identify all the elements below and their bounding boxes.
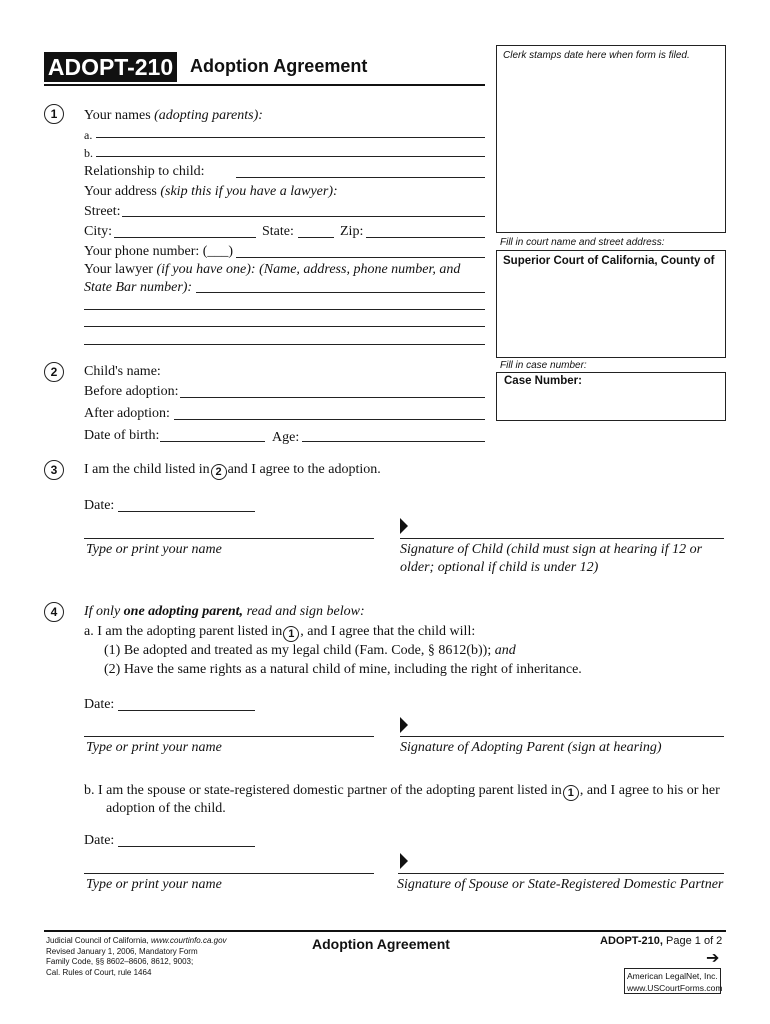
footer-url[interactable]: www.courtinfo.ca.gov (150, 936, 227, 945)
next-page-arrow-icon[interactable]: ➔ (706, 948, 720, 967)
intro-a: If only (84, 604, 124, 619)
child-date-label: Date: (84, 498, 115, 513)
parent-signature-field[interactable] (400, 736, 724, 737)
city-field[interactable] (114, 237, 256, 238)
parent-agreement-a-text2: , and I agree that the child will: (300, 624, 476, 639)
section-2-number: 2 (44, 362, 64, 382)
address-label-italic: (skip this if you have a lawyer): (160, 184, 338, 199)
lawyer-label-text: Your lawyer (84, 262, 157, 277)
parent-print-name-caption: Type or print your name (86, 740, 222, 755)
section-4-number: 4 (44, 602, 64, 622)
phone-area-code[interactable]: (___) (202, 244, 234, 259)
names-label-text: Your names (84, 108, 155, 123)
section-1-number: 1 (44, 104, 64, 124)
footer-line-3: Family Code, §§ 8602–8606, 8612, 9003; (46, 957, 194, 966)
parent-date-field[interactable] (118, 710, 255, 711)
spouse-agreement-text2: , and I agree to his or her (579, 783, 720, 798)
name-a-field[interactable] (96, 137, 485, 138)
child-agreement-b: and I agree to the adoption. (227, 462, 381, 477)
spouse-date-field[interactable] (118, 846, 255, 847)
clerk-stamp-box (496, 45, 726, 233)
before-adoption-field[interactable] (180, 397, 485, 398)
spouse-signature-field[interactable] (398, 873, 724, 874)
header-rule (44, 84, 485, 86)
relationship-label: Relationship to child: (84, 164, 205, 179)
child-name-label: Child's name: (84, 364, 161, 379)
child-signature-caption-2: older; optional if child is under 12) (400, 560, 599, 575)
footer-title: Adoption Agreement (312, 936, 450, 952)
child-signature-field[interactable] (400, 538, 724, 539)
spouse-agreement-b (84, 783, 720, 801)
footer-council: Judicial Council of California, (46, 936, 151, 945)
dob-label: Date of birth: (84, 428, 160, 443)
parent-item-1 (104, 643, 516, 659)
age-label: Age: (272, 430, 300, 445)
parent-signature-caption: Signature of Adopting Parent (sign at hearing) (400, 740, 662, 755)
ref-item-2: 2 (211, 464, 227, 480)
footer-page (600, 935, 722, 947)
single-parent-intro (84, 604, 365, 620)
child-date-field[interactable] (118, 511, 255, 512)
before-adoption-label: Before adoption: (84, 384, 179, 399)
zip-label: Zip: (340, 224, 364, 239)
clerk-note: Clerk stamps date here when form is filed. (503, 50, 690, 61)
dob-field[interactable] (160, 441, 265, 442)
phone-label-text: Your phone number: (84, 244, 200, 259)
case-number-label: Case Number: (504, 375, 582, 387)
child-sign-here-icon (400, 518, 408, 534)
parent-agreement-a-text: a. I am the adopting parent listed in (84, 624, 283, 639)
age-field[interactable] (302, 441, 485, 442)
intro-c: read and sign below: (243, 604, 365, 619)
form-title: Adoption Agreement (190, 56, 368, 76)
vendor-box (624, 968, 721, 994)
ref-item-1-a: 1 (283, 626, 299, 642)
lawyer-field-4[interactable] (84, 344, 485, 345)
phone-field[interactable] (236, 257, 485, 258)
street-label: Street: (84, 204, 121, 219)
footer-rule (44, 930, 726, 932)
spouse-sign-here-icon (400, 853, 408, 869)
form-code-badge: ADOPT-210 (44, 52, 177, 82)
spouse-agreement-line2: adoption of the child. (106, 801, 226, 816)
footer-line-4: Cal. Rules of Court, rule 1464 (46, 967, 152, 977)
court-name: Superior Court of California, County of (503, 255, 715, 267)
after-adoption-field[interactable] (174, 419, 485, 420)
spouse-print-name-caption: Type or print your name (86, 877, 222, 892)
street-field[interactable] (122, 216, 485, 217)
relationship-field[interactable] (236, 177, 485, 178)
name-b-label: b. (84, 146, 93, 160)
footer-page-number: Page 1 of 2 (662, 935, 723, 947)
spouse-signature-caption: Signature of Spouse or State-Registered Domestic Partner (397, 877, 724, 892)
footer-line-2: Revised January 1, 2006, Mandatory Form (46, 946, 198, 956)
spouse-name-field[interactable] (84, 873, 374, 874)
child-agreement-a: I am the child listed in (84, 462, 210, 477)
spouse-agreement-text: b. I am the spouse or state-registered domestic partner of the adopting parent listed in (84, 783, 562, 798)
zip-field[interactable] (366, 237, 485, 238)
footer-line-1 (46, 936, 227, 947)
city-label: City: (84, 224, 113, 239)
court-name-hint: Fill in court name and street address: (500, 237, 665, 248)
name-a-label: a. (84, 128, 93, 142)
footer-form-code: ADOPT-210, (600, 935, 663, 947)
child-signature-caption-1: Signature of Child (child must sign at hearing if 12 or (400, 542, 703, 557)
intro-b: one adopting parent, (123, 604, 244, 619)
lawyer-field-1[interactable] (196, 292, 485, 293)
parent-item-1-and: and (494, 643, 516, 658)
name-b-field[interactable] (96, 156, 485, 157)
lawyer-field-2[interactable] (84, 309, 485, 310)
child-print-name-caption: Type or print your name (86, 542, 222, 557)
ref-item-1-b: 1 (563, 785, 579, 801)
footer-source (46, 936, 227, 978)
parent-date-label: Date: (84, 697, 115, 712)
parent-agreement-a (84, 624, 475, 642)
parent-sign-here-icon (400, 717, 408, 733)
lawyer-field-3[interactable] (84, 326, 485, 327)
state-field[interactable] (298, 237, 334, 238)
vendor-name: American LegalNet, Inc. (627, 971, 718, 981)
after-adoption-label: After adoption: (84, 406, 170, 421)
spouse-date-label: Date: (84, 833, 115, 848)
lawyer-label (84, 262, 460, 278)
names-label (84, 108, 263, 124)
child-agreement-text (84, 462, 381, 480)
child-name-field[interactable] (84, 538, 374, 539)
vendor-url[interactable]: www.USCourtForms.com (627, 983, 723, 993)
state-label: State: (262, 224, 294, 239)
section-3-number: 3 (44, 460, 64, 480)
lawyer-label-line2: State Bar number): (84, 280, 193, 295)
case-number-hint: Fill in case number: (500, 360, 587, 371)
address-label-text: Your address (84, 184, 161, 199)
parent-item-1-text: (1) Be adopted and treated as my legal child (Fam. Code, § 8612(b)); (104, 643, 495, 658)
parent-item-2: (2) Have the same rights as a natural child of mine, including the right of inheritance. (104, 662, 582, 677)
address-label (84, 184, 338, 200)
parent-name-field[interactable] (84, 736, 374, 737)
lawyer-label-italic: (if you have one): (Name, address, phone number, and (156, 262, 461, 277)
phone-label (84, 244, 233, 260)
names-label-italic: (adopting parents): (154, 108, 263, 123)
